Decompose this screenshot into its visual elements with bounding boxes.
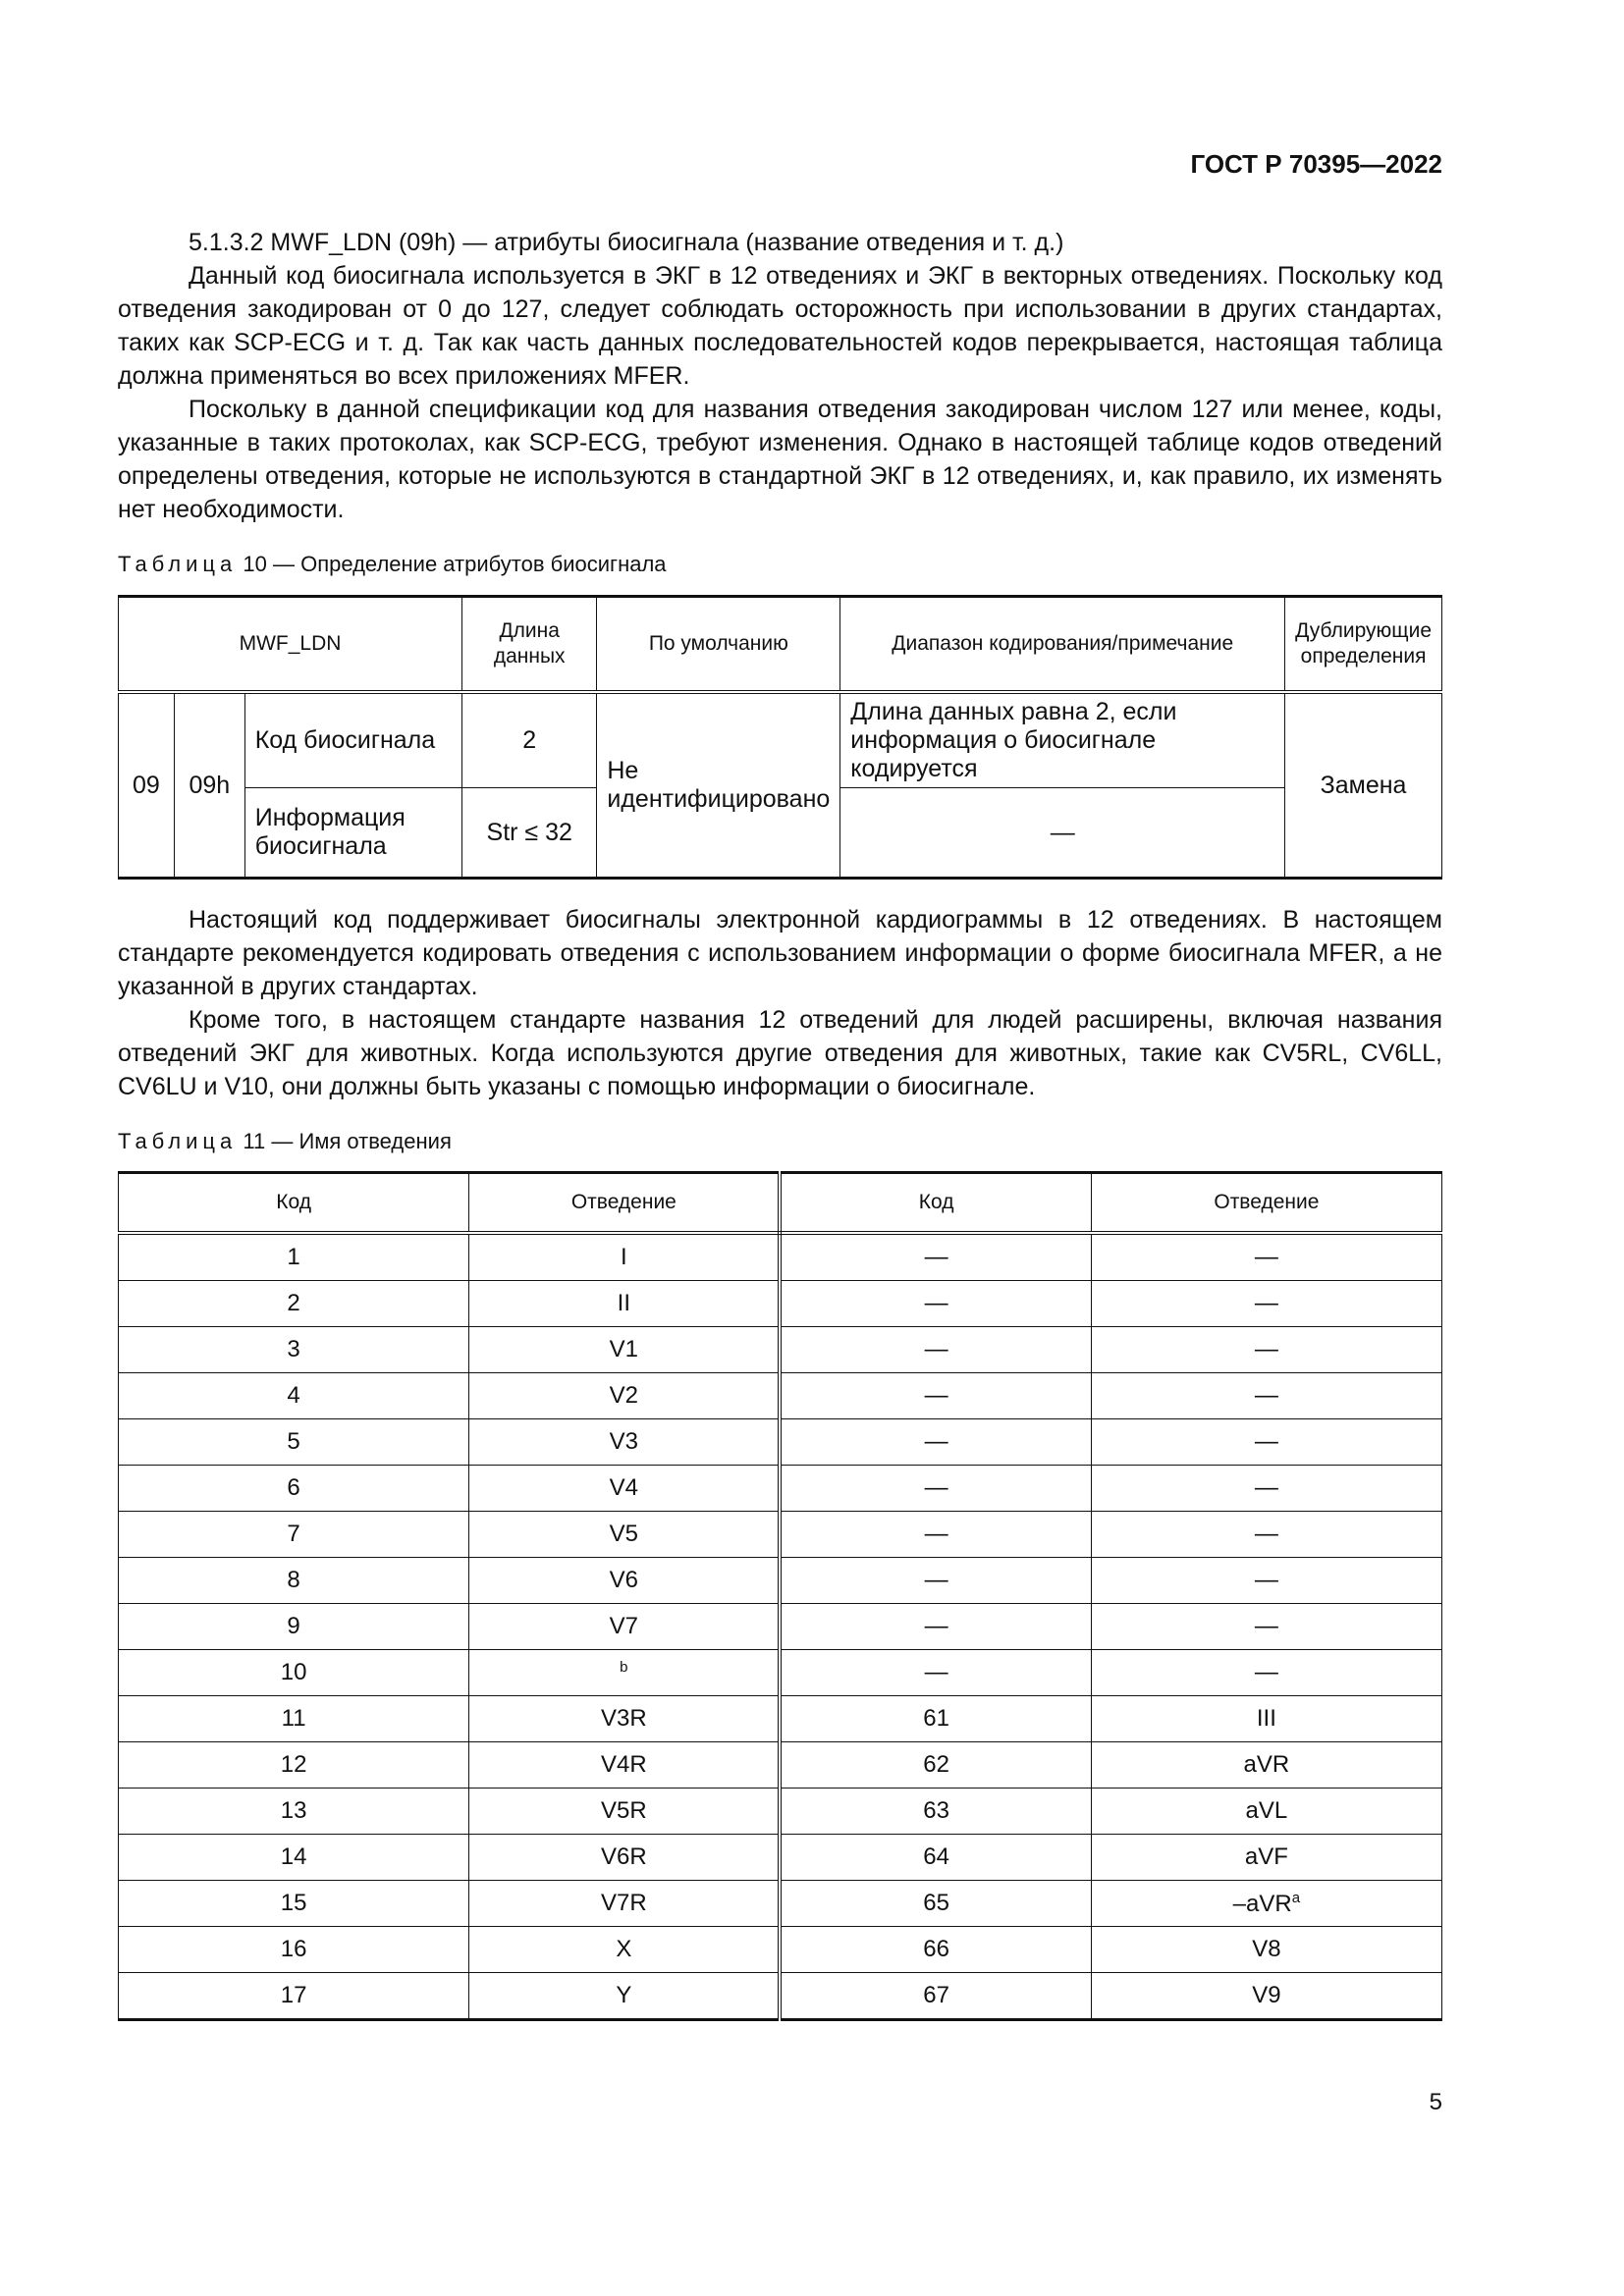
- table-row: [119, 1512, 1442, 1558]
- cell: Длина данных равна 2, если информация о биосигнале кодируется: [840, 692, 1285, 788]
- table-row: [119, 1558, 1442, 1604]
- table-11-caption: [118, 1129, 452, 1154]
- cell-text: 66: [923, 1936, 949, 1962]
- cell-text: V7R: [601, 1890, 647, 1916]
- cell: [1091, 1650, 1441, 1696]
- cell: [469, 1881, 781, 1927]
- cell-text: 5: [287, 1428, 300, 1455]
- paragraph: Данный код биосигнала используется в ЭКГ в 12 отведениях и ЭКГ в векторных отведениях. Поскольку код отведения закодирован от 0 до 127, следует соблюдать осторожность при использовании в других стандартах, таких как SCP-ECG и т. д. Так как часть данных последовательностей кодов перекрывается, настоящая таблица должна применяться во всех приложениях MFER.: [118, 262, 1442, 390]
- cell: [469, 1327, 781, 1373]
- cell-text: III: [1256, 1705, 1276, 1732]
- cell-text: 65: [923, 1890, 949, 1916]
- cell-text: —: [1254, 1567, 1278, 1593]
- table-row: [119, 692, 1442, 788]
- cell: [119, 1512, 469, 1558]
- cell-text: —: [1254, 1474, 1278, 1501]
- cell: [469, 1650, 781, 1696]
- table-row: [119, 1419, 1442, 1466]
- cell-text: —: [924, 1382, 948, 1409]
- page-number: 5: [1429, 2089, 1442, 2115]
- footnote-mark: a: [1291, 1889, 1301, 1906]
- cell-text: V4: [609, 1474, 639, 1501]
- cell-text: V8: [1252, 1936, 1281, 1962]
- table-row: [119, 1881, 1442, 1927]
- header-cell: По умолчанию: [597, 597, 840, 693]
- cell: [469, 1927, 781, 1973]
- caption-prefix: Таблица: [118, 1129, 238, 1153]
- cell-text: V3R: [601, 1705, 647, 1732]
- cell: [780, 1558, 1091, 1604]
- cell-text: —: [1254, 1290, 1278, 1316]
- cell: [780, 1973, 1091, 2020]
- cell-text: —: [1254, 1244, 1278, 1270]
- cell-text: I: [621, 1244, 627, 1270]
- header-cell: MWF_LDN: [119, 597, 462, 693]
- cell: [469, 1604, 781, 1650]
- cell-text: —: [1254, 1382, 1278, 1409]
- cell: [469, 1835, 781, 1881]
- cell: [1091, 1419, 1441, 1466]
- cell: [469, 1281, 781, 1327]
- cell: [1091, 1281, 1441, 1327]
- cell: [469, 1789, 781, 1835]
- cell: [1091, 1604, 1441, 1650]
- cell: [780, 1789, 1091, 1835]
- header-cell: Дублирующие определения: [1285, 597, 1442, 693]
- cell-text: 2: [287, 1290, 300, 1316]
- cell: [1091, 1696, 1441, 1742]
- cell: [780, 1650, 1091, 1696]
- cell: [1091, 1742, 1441, 1789]
- cell: [469, 1233, 781, 1281]
- paragraph: Кроме того, в настоящем стандарте названия 12 отведений для людей расширены, включая названия отведений ЭКГ для животных. Когда используются другие отведения для животных, такие как CV5RL, CV6LL, CV6LU и V10, они должны быть указаны с помощью информации о биосигнале.: [118, 1006, 1442, 1100]
- table-row: [119, 1466, 1442, 1512]
- cell-text: II: [617, 1290, 631, 1316]
- cell-text: —: [924, 1659, 948, 1685]
- table-10: [118, 595, 1442, 880]
- cell: [469, 1512, 781, 1558]
- cell: [119, 1650, 469, 1696]
- header-cell: Код: [780, 1173, 1091, 1234]
- cell: [119, 1881, 469, 1927]
- cell: [119, 1927, 469, 1973]
- section-body: [118, 903, 1442, 1103]
- cell-text: 10: [280, 1659, 307, 1685]
- cell: [780, 1696, 1091, 1742]
- cell: [780, 1604, 1091, 1650]
- cell: [119, 1558, 469, 1604]
- cell-text: aVL: [1245, 1797, 1288, 1824]
- cell: [119, 1466, 469, 1512]
- cell: [1091, 1327, 1441, 1373]
- cell: [1091, 1373, 1441, 1419]
- cell: [469, 1466, 781, 1512]
- cell-text: 9: [287, 1613, 300, 1639]
- table-row: [119, 1373, 1442, 1419]
- cell-text: 14: [280, 1843, 307, 1870]
- cell-text: Y: [616, 1982, 632, 2008]
- header-cell: Отведение: [469, 1173, 781, 1234]
- cell: [780, 1881, 1091, 1927]
- cell-text: —: [1254, 1428, 1278, 1455]
- cell-text: 6: [287, 1474, 300, 1501]
- cell-text: V9: [1252, 1982, 1281, 2008]
- cell: [119, 1604, 469, 1650]
- cell-text: —: [924, 1336, 948, 1362]
- cell: [119, 1742, 469, 1789]
- cell-text: 4: [287, 1382, 300, 1409]
- cell-text: 67: [923, 1982, 949, 2008]
- cell: [780, 1927, 1091, 1973]
- cell-text: —: [1254, 1659, 1278, 1685]
- cell: [780, 1835, 1091, 1881]
- cell-text: 13: [280, 1797, 307, 1824]
- cell-text: 63: [923, 1797, 949, 1824]
- table-row: [119, 1927, 1442, 1973]
- cell-text: —: [1254, 1613, 1278, 1639]
- cell: Замена: [1285, 692, 1442, 879]
- cell-text: 62: [923, 1751, 949, 1778]
- cell-text: 8: [287, 1567, 300, 1593]
- cell-text: X: [616, 1936, 632, 1962]
- paragraph: Настоящий код поддерживает биосигналы электронной кардиограммы в 12 отведениях. В настоящем стандарте рекомендуется кодировать отведения с использованием информации о форме биосигнала MFER, а не указанной в других стандартах.: [118, 906, 1442, 1000]
- cell-text: 17: [280, 1982, 307, 2008]
- cell: [1091, 1881, 1441, 1927]
- paragraph: Поскольку в данной спецификации код для названия отведения закодирован числом 127 или менее, коды, указанные в таких протоколах, как SCP-ECG, требуют изменения. Однако в настоящей таблице кодов отведений определены отведения, которые не используются в стандартной ЭКГ в 12 отведениях, и, как правило, их изменять нет необходимости.: [118, 396, 1442, 523]
- cell-text: aVF: [1244, 1843, 1288, 1870]
- cell-text: 64: [923, 1843, 949, 1870]
- cell: Str ≤ 32: [462, 788, 597, 879]
- cell: [119, 1835, 469, 1881]
- cell-text: 15: [280, 1890, 307, 1916]
- table-header-row: [119, 1173, 1442, 1234]
- table-row: [119, 1281, 1442, 1327]
- cell: [119, 1327, 469, 1373]
- cell: [119, 1419, 469, 1466]
- table-11: [118, 1171, 1442, 2021]
- header-cell: Длина данных: [462, 597, 597, 693]
- cell-text: V3: [609, 1428, 639, 1455]
- cell: 09: [119, 692, 175, 879]
- cell-text: —: [1254, 1521, 1278, 1547]
- cell: [1091, 1789, 1441, 1835]
- cell: [780, 1327, 1091, 1373]
- cell: [1091, 1233, 1441, 1281]
- cell-text: V6: [609, 1567, 639, 1593]
- cell: Код биосигнала: [244, 692, 461, 788]
- cell-text: —: [924, 1613, 948, 1639]
- table-row: [119, 1696, 1442, 1742]
- section-title: 5.1.3.2 MWF_LDN (09h) — атрибуты биосигнала (название отведения и т. д.): [189, 229, 1064, 256]
- cell-text: V1: [609, 1336, 639, 1362]
- cell: [780, 1281, 1091, 1327]
- cell-text: V4R: [601, 1751, 647, 1778]
- cell-text: 3: [287, 1336, 300, 1362]
- cell-text: 12: [280, 1751, 307, 1778]
- header-cell: Код: [119, 1173, 469, 1234]
- cell-text: –aVR: [1232, 1890, 1292, 1917]
- table-row: [119, 1604, 1442, 1650]
- cell-text: 1: [287, 1244, 300, 1270]
- cell: —: [840, 788, 1285, 879]
- cell: [469, 1973, 781, 2020]
- cell: [119, 1281, 469, 1327]
- cell: [1091, 1835, 1441, 1881]
- cell-text: aVR: [1243, 1751, 1290, 1778]
- cell: [119, 1973, 469, 2020]
- cell: [469, 1696, 781, 1742]
- cell: [119, 1789, 469, 1835]
- cell: [1091, 1973, 1441, 2020]
- footnote-mark: b: [620, 1658, 628, 1676]
- cell-text: V2: [609, 1382, 639, 1409]
- cell: [469, 1373, 781, 1419]
- cell-text: —: [1254, 1336, 1278, 1362]
- cell: [1091, 1927, 1441, 1973]
- cell: [1091, 1558, 1441, 1604]
- cell: [469, 1419, 781, 1466]
- cell: [780, 1373, 1091, 1419]
- cell: [1091, 1512, 1441, 1558]
- cell: 09h: [174, 692, 244, 879]
- cell-text: V7: [609, 1613, 639, 1639]
- cell: Информация биосигнала: [244, 788, 461, 879]
- cell: [780, 1466, 1091, 1512]
- caption-prefix: Таблица: [118, 552, 238, 576]
- cell: [119, 1696, 469, 1742]
- cell: [119, 1233, 469, 1281]
- cell: [780, 1512, 1091, 1558]
- table-row: [119, 1789, 1442, 1835]
- cell: [780, 1742, 1091, 1789]
- cell-text: —: [924, 1244, 948, 1270]
- cell: Не идентифицировано: [597, 692, 840, 879]
- cell-text: —: [924, 1521, 948, 1547]
- table-row: [119, 1742, 1442, 1789]
- cell: [780, 1233, 1091, 1281]
- cell-text: —: [924, 1567, 948, 1593]
- table-row: [119, 1327, 1442, 1373]
- caption-text: 11 — Имя отведения: [243, 1129, 452, 1153]
- document-id: ГОСТ Р 70395—2022: [1190, 149, 1442, 179]
- cell: 2: [462, 692, 597, 788]
- cell-text: 7: [287, 1521, 300, 1547]
- table-row: [119, 1835, 1442, 1881]
- header-cell: Диапазон кодирования/примечание: [840, 597, 1285, 693]
- cell: [119, 1373, 469, 1419]
- cell: [469, 1558, 781, 1604]
- cell: [1091, 1466, 1441, 1512]
- cell-text: 16: [280, 1936, 307, 1962]
- cell-text: —: [924, 1474, 948, 1501]
- cell-text: 11: [281, 1705, 306, 1732]
- table-row: [119, 1973, 1442, 2020]
- table-row: [119, 1233, 1442, 1281]
- cell-text: —: [924, 1428, 948, 1455]
- section-intro: [118, 226, 1442, 526]
- caption-text: 10 — Определение атрибутов биосигнала: [243, 552, 667, 576]
- cell-text: 61: [923, 1705, 949, 1732]
- cell-text: —: [924, 1290, 948, 1316]
- cell-text: V5: [609, 1521, 639, 1547]
- cell-text: V6R: [601, 1843, 647, 1870]
- table-row: [119, 1650, 1442, 1696]
- table-10-caption: [118, 552, 667, 577]
- cell-text: V5R: [601, 1797, 647, 1824]
- header-cell: Отведение: [1091, 1173, 1441, 1234]
- cell: [469, 1742, 781, 1789]
- cell: [780, 1419, 1091, 1466]
- table-header-row: [119, 597, 1442, 693]
